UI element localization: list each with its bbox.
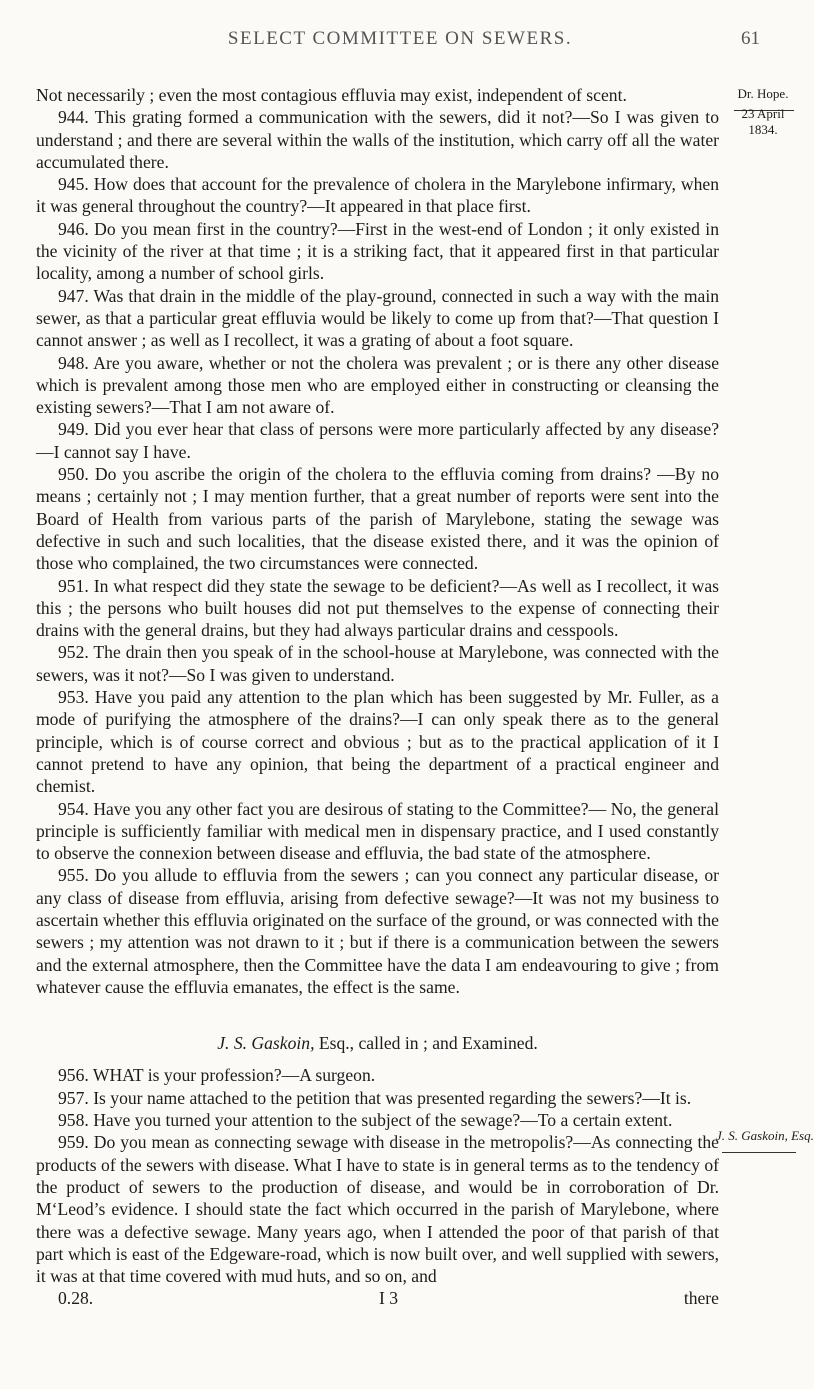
body-text [36,84,719,1310]
question-paragraph: 955. Do you allude to effluvia from the sewers ; can you connect any particular disease, or any class of disease from effluvia, arising from defective sewage?—It was not my business to ascertain whether this effluvia originated on the surface of the ground, or was connected with the sewers ; my attention was not drawn to it ; but if there is a communication between the sewers and the external atmosphere, then the Committee have the data I am endeavouring to give ; from whatever cause the effluvia emanates, the effect is the same. [36,865,719,997]
witness-heading-rest: Esq., called in ; and Examined. [314,1033,538,1054]
margin-witness-name: Dr. Hope. [737,86,789,101]
page-footer [36,1287,719,1309]
page-header [0,18,800,58]
question-paragraph: 958. Have you turned your attention to the subject of the sewage?—To a certain extent. [58,1110,673,1131]
margin-witness-name: J. S. Gaskoin, Esq. [716,1128,814,1143]
witness-name: J. S. Gaskoin, [217,1033,315,1054]
question-paragraph: 945. How does that account for the prevalence of cholera in the Marylebone infirmary, when it was general throughout the country?—It appeared in that place first. [36,174,719,217]
signature-mark: I 3 [378,1288,399,1309]
running-head: SELECT COMMITTEE ON SEWERS. [227,28,573,49]
question-paragraph: 947. Was that drain in the middle of the play-ground, connected in such a way with the main sewer, as that a particular great effluvia would be likely to come up from that?—That question I cannot answer ; as well as I recollect, it was a grating of about a foot square. [36,285,719,351]
question-paragraph: 949. Did you ever hear that class of persons were more particularly affected by any disease?—I cannot say I have. [36,419,719,462]
question-paragraph: 954. Have you any other fact you are desirous of stating to the Committee?— No, the general principle is sufficiently familiar with medical men in dispensary practice, and I used constantly to observe the connexion between disease and effluvia, the bad state of the atmosphere. [36,798,719,864]
testimony-section-hope [36,84,719,998]
question-paragraph: 948. Are you aware, whether or not the cholera was prevalent ; or is there any other disease which is prevalent among those men who are employed either in constructing or cleansing the existing sewers?—That I am not aware of. [36,352,719,418]
question-paragraph: 959. Do you mean as connecting sewage with disease in the metropolis?—As connecting the products of the sewers with disease. What I have to state is in general terms as to the tendency of the product of sewers to the production of disease, and would be in corroboration of Dr. M‘Leod’s evidence. I should state the fact which occurred in the parish of Marylebone, where there was a defective sewage. Many years ago, when I attended the poor of that parish of that part which is east of the Edgeware-road, which is now built over, and well supplied with sewers, it was at that time covered with mud huts, and so on, and [36,1132,719,1287]
question-paragraph: 956. WHAT is your profession?—A surgeon. [58,1065,376,1086]
question-paragraph: 957. Is your name attached to the petition that was presented regarding the sewers?—It is. [58,1087,692,1108]
question-paragraph: 952. The drain then you speak of in the school-house at Marylebone, was connected with the sewers, was it not?—So I was given to understand. [36,642,719,685]
question-paragraph: 950. Do you ascribe the origin of the cholera to the effluvia coming from drains? —By no means ; certainly not ; I may mention further, that a great number of reports were sent into the Board of Health from various parts of the parish of Marylebone, stating the sewage was defective in such and such localities, that the disease existed there, and it was the opinion of those who complained, the two circumstances were connected. [36,464,719,574]
catchword: there [683,1288,719,1309]
margin-witness-gaskoin [716,1128,814,1153]
question-paragraph: 951. In what respect did they state the sewage to be deficient?—As well as I recollect, it was this ; the persons who built houses did not put themselves to the expense of connecting their drains with the general drains, but they had always particular drains and cesspools. [36,575,719,641]
question-paragraph: Not necessarily ; even the most contagious effluvia may exist, independent of scent. [36,85,627,105]
question-paragraph: 944. This grating formed a communication with the sewers, did it not?—So I was given to understand ; and there are several within the walls of the institution, which carry off all the water accumulated there. [36,107,719,172]
page-number: 61 [741,28,760,49]
witness-heading [36,1032,719,1054]
document-reference: 0.28. [58,1288,94,1309]
testimony-section-gaskoin [36,1064,719,1287]
margin-rule [722,1152,796,1153]
question-paragraph: 946. Do you mean first in the country?—First in the west-end of London ; it only existed in the vicinity of the river at that time ; it is a striking fact, that it appeared first in that particular locality, among a number of school girls. [36,218,719,284]
margin-date: 23 April 1834. [741,106,785,137]
question-paragraph: 953. Have you paid any attention to the plan which has been suggested by Mr. Fuller, as a mode of purifying the atmosphere of the drains?—I can only speak there as to the general principle, which is of course correct and obvious ; but as to the practical application of it I cannot pretend to have any opinion, that being the department of a practical engineer and chemist. [36,687,719,797]
